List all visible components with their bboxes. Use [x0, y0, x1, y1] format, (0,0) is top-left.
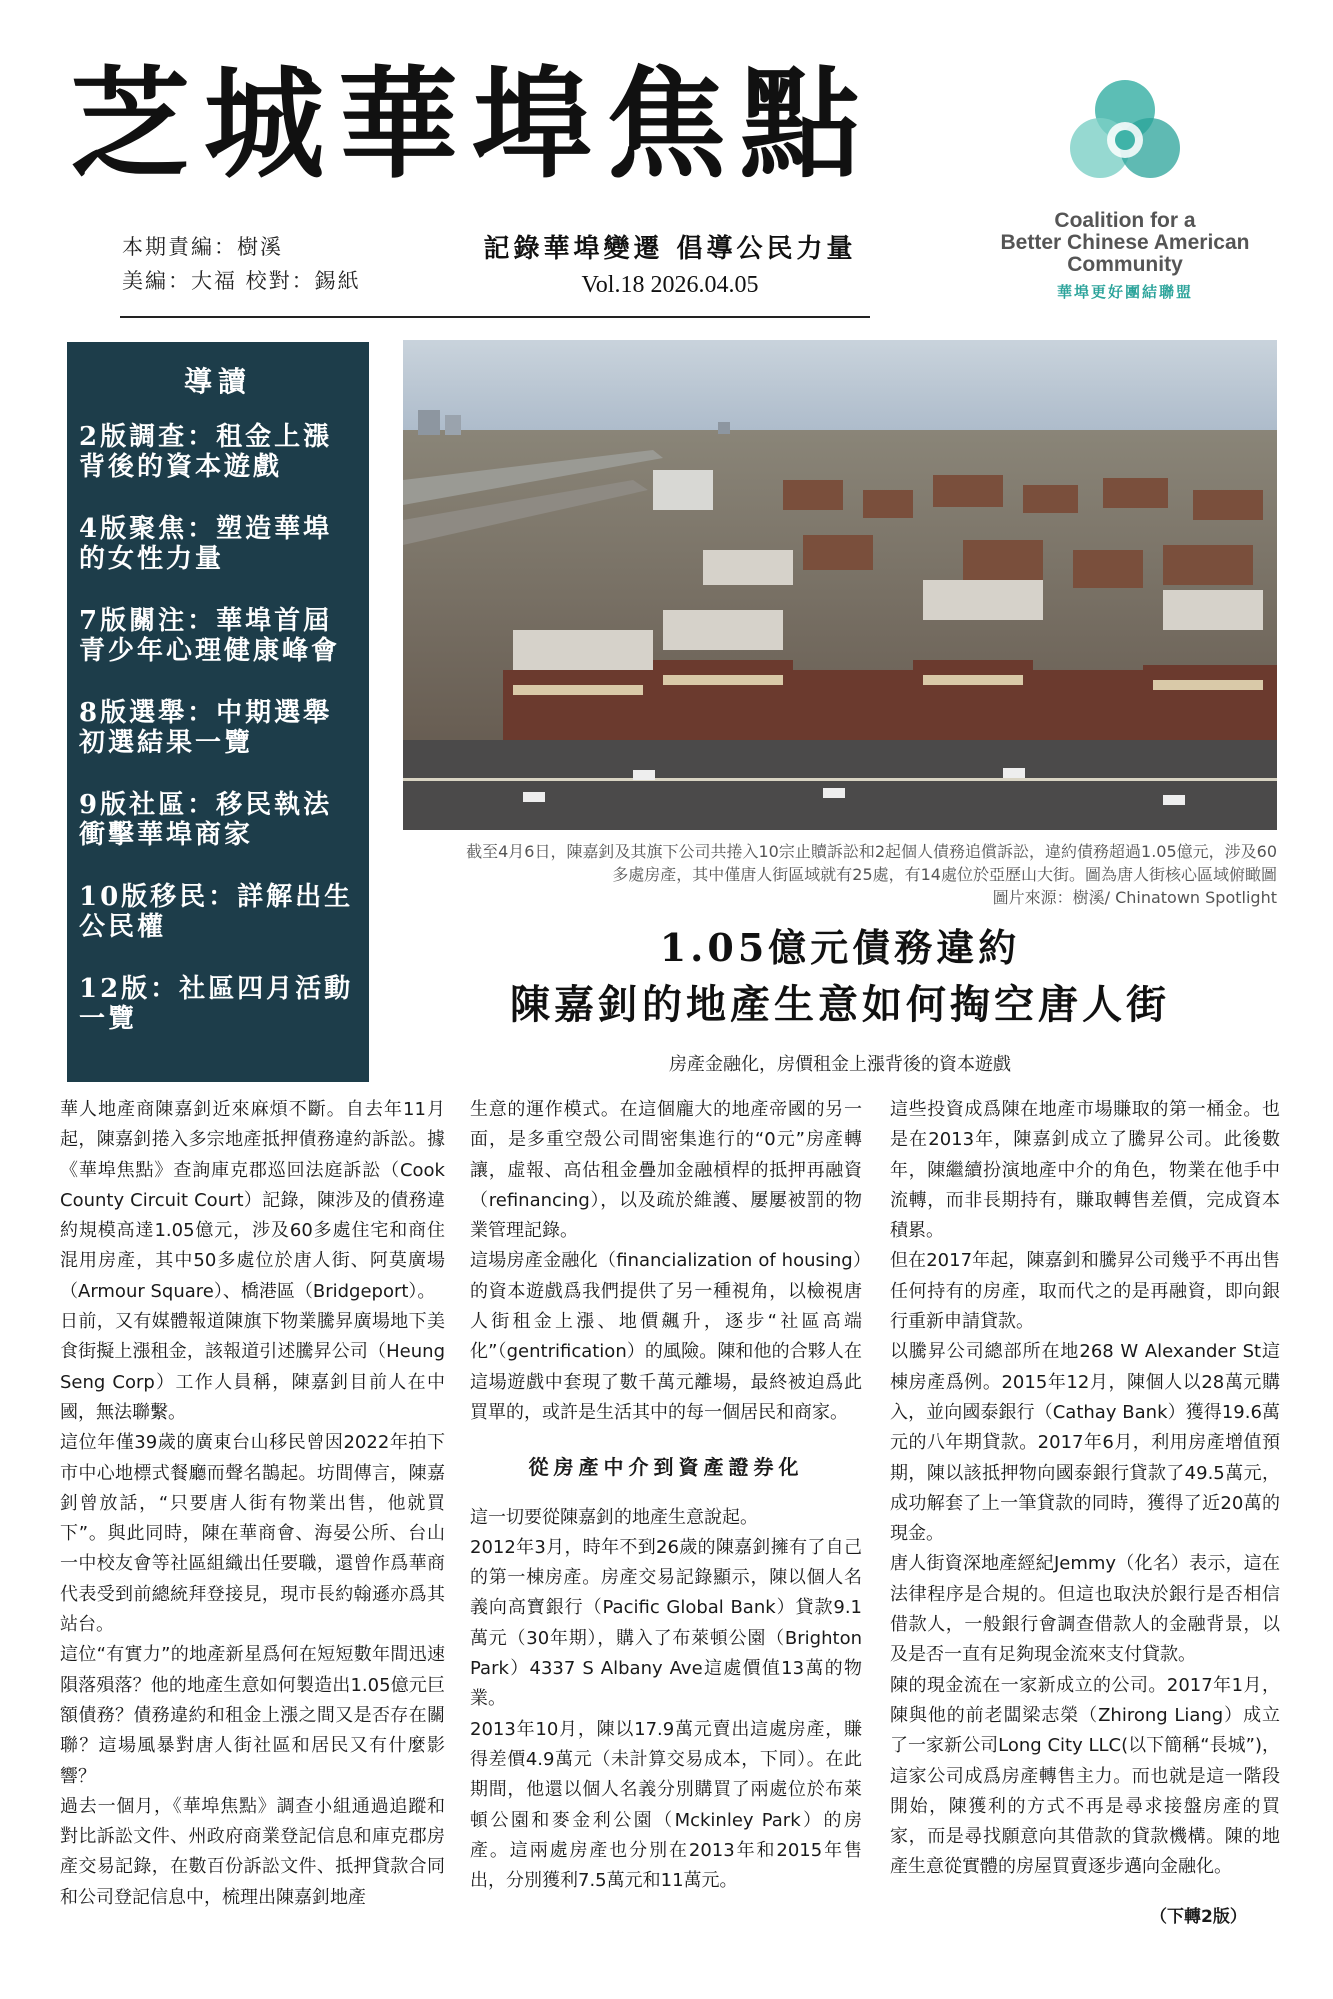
org-name: [960, 210, 1290, 304]
headline-line1: 1.05億元債務違約: [659, 925, 1021, 970]
article-column-3: [890, 1095, 1280, 1883]
paragraph: 2013年10月，陳以17.9萬元賣出這處房產，賺得差價4.9萬元（未計算交易成本，下同）。在此期間，他還以個人名義分別購買了兩處位於布萊頓公園和麥金利公園（Mckinley Park）的房產。這兩處房產也分別在2013年和2015年售出，分別獲利7.5萬元和11萬元。: [470, 1718, 862, 1892]
caption-line: 截至4月6日，陳嘉釗及其旗下公司共捲入10宗止贖訴訟和2起個人債務追償訴訟，違約債務超過1.05億元，涉及60: [466, 842, 1277, 861]
org-name-en-line1: Coalition for a: [1054, 209, 1196, 232]
editor-credits: [122, 230, 361, 298]
guide-title: 導讀: [183, 365, 252, 398]
paragraph: 陳的現金流在一家新成立的公司。2017年1月，陳與他的前老闆梁志榮（Zhirong Liang）成立了一家新公司Long City LLC(以下簡稱“長城”)，這家公司成爲房產轉售主力。而也就是這一階段開始，陳獲利的方式不再是尋求接盤房產的買家，而是尋找願意向其借款的貸款機構。陳的地產生意從實體的房屋買賣逐步邁向金融化。: [890, 1674, 1280, 1878]
guide-item: 4版聚焦：塑造華埠的女性力量: [79, 514, 333, 574]
header-divider: [120, 316, 870, 318]
reading-guide-box: [67, 342, 369, 1082]
guide-list: [67, 422, 369, 1034]
paragraph: 這位“有實力”的地產新星爲何在短短數年間迅速隕落殞落？他的地產生意如何製造出1.05億元巨額債務？債務違約和租金上漲之間又是否存在關聯？這場風暴對唐人街社區和居民又有什麼影響？: [60, 1644, 445, 1787]
slogan: 記錄華埠變遷 倡導公民力量: [483, 234, 857, 264]
paragraph: 這場房產金融化（financialization of housing）的資本遊戲爲我們提供了另一種視角，以檢視唐人街租金上漲、地價飆升，逐步“社區高端化”（gentrification）的風險。陳和他的合夥人在這場遊戲中套現了數千萬元離場，最終被迫爲此買單的，或許是生活其中的每一個居民和商家。: [470, 1250, 862, 1423]
masthead-title: 芝城華埠焦點: [70, 54, 874, 195]
paragraph: 但在2017年起，陳嘉釗和騰昇公司幾乎不再出售任何持有的房產，取而代之的是再融資，即向銀行重新申請貸款。: [890, 1250, 1280, 1333]
guide-item: 8版選舉：中期選舉初選結果一覽: [79, 698, 333, 758]
caption-line: 多處房產，其中僅唐人街區域就有25處，有14處位於亞歷山大街。圖為唐人街核心區域俯瞰圖: [612, 865, 1277, 884]
paragraph: 這位年僅39歲的廣東台山移民曾因2022年拍下市中心地標式餐廳而聲名鵲起。坊間傳言，陳嘉釗曾放話，“只要唐人街有物業出售，他就買下”。與此同時，陳在華商會、海晏公所、台山一中校友會等社區組織出任要職，還曾作爲華商代表受到前總統拜登接見，現市長約翰遜亦爲其站台。: [60, 1432, 445, 1636]
org-name-en-line3: Community: [1067, 253, 1183, 276]
guide-item: 12版：社區四月活動一覽: [79, 974, 354, 1034]
org-name-cn: 華埠更好團結聯盟: [1056, 284, 1193, 301]
paragraph: 以騰昇公司總部所在地268 W Alexander St這棟房產爲例。2015年12月，陳個人以28萬元購入，並向國泰銀行（Cathay Bank）獲得19.6萬元的八年期貸款。2017年6月，利用房產增值預期，陳以該抵押物向國泰銀行貸款了49.5萬元，成功解套了上一筆貸款的同時，獲得了近20萬的現金。: [890, 1341, 1280, 1545]
paragraph: 生意的運作模式。在這個龐大的地產帝國的另一面，是多重空殼公司間密集進行的“0元”房產轉讓，虛報、高估租金疊加金融槓桿的抵押再融資（refinancing），以及疏於維護、屢屢被罰的物業管理記錄。: [470, 1099, 862, 1242]
paragraph: 華人地產商陳嘉釗近來麻煩不斷。自去年11月起，陳嘉釗捲入多宗地產抵押債務違約訴訟。據《華埠焦點》查詢庫克郡巡回法庭訴訟（Cook County Circuit Court）記錄，陳涉及的債務違約規模高達1.05億元，涉及60多處住宅和商住混用房產，其中50多處位於唐人街、阿莫廣場（Armour Square）、橋港區（Bridgeport）。: [60, 1099, 445, 1302]
article-column-1: [60, 1095, 445, 1913]
coalition-flower-logo-icon: [1060, 70, 1190, 200]
paragraph: 這些投資成爲陳在地產市場賺取的第一桶金。也是在2013年，陳嘉釗成立了騰昇公司。此後數年，陳繼續扮演地產中介的角色，物業在他手中流轉，而非長期持有，賺取轉售差價，完成資本積累。: [890, 1099, 1280, 1242]
paragraph: 這一切要從陳嘉釗的地產生意說起。: [470, 1506, 758, 1528]
photo-caption: [403, 840, 1277, 909]
continued-on-page-2: （下轉2版）: [1150, 1907, 1247, 1927]
article-column-2: [470, 1095, 862, 1896]
photo-credit: 圖片來源：樹溪/ Chinatown Spotlight: [992, 888, 1277, 907]
credits-line-editor: 本期責編：樹溪: [122, 235, 283, 259]
article-headline: [403, 920, 1277, 1034]
paragraph: 日前，又有媒體報道陳旗下物業騰昇廣場地下美食街擬上漲租金，該報道引述騰昇公司（Heung Seng Corp）工作人員稱，陳嘉釗目前人在中國，無法聯繫。: [60, 1311, 445, 1423]
headline-line2: 陳嘉釗的地產生意如何掏空唐人街: [510, 981, 1170, 1028]
org-name-en-line2: Better Chinese American: [1000, 231, 1250, 254]
credits-line-design: 美編：大福 校對：錫紙: [122, 269, 361, 293]
chinatown-aerial-photo: [403, 340, 1277, 830]
guide-item: 10版移民：詳解出生公民權: [79, 882, 354, 942]
aerial-city-illustration: [403, 340, 1277, 830]
guide-item: 2版調查：租金上漲背後的資本遊戲: [79, 422, 333, 482]
article-subhead: 房產金融化，房價租金上漲背後的資本遊戲: [669, 1054, 1011, 1075]
section-heading: 從房產中介到資產證券化: [528, 1455, 804, 1480]
paragraph: 唐人街資深地產經紀Jemmy（化名）表示，這在法律程序是合規的。但這也取決於銀行是否相信借款人，一般銀行會調查借款人的金融背景，以及是否一直有足夠現金流來支付貸款。: [890, 1553, 1280, 1666]
volume-date: Vol.18 2026.04.05: [581, 272, 759, 298]
guide-item: 7版關注：華埠首屆青少年心理健康峰會: [79, 606, 341, 666]
guide-item: 9版社區：移民執法衝擊華埠商家: [79, 790, 333, 850]
paragraph: 2012年3月，時年不到26歲的陳嘉釗擁有了自己的第一棟房產。房產交易記錄顯示，陳以個人名義向高寶銀行（Pacific Global Bank）貸款9.1萬元（30年期），購入了布萊頓公園（Brighton Park）4337 S Albany Ave這處價值13萬的物業。: [470, 1536, 862, 1710]
paragraph: 過去一個月，《華埠焦點》調查小組通過追蹤和對比訴訟文件、州政府商業登記信息和庫克郡房產交易記錄，在數百份訴訟文件、抵押貸款合同和公司登記信息中，梳理出陳嘉釗地產: [60, 1795, 445, 1908]
